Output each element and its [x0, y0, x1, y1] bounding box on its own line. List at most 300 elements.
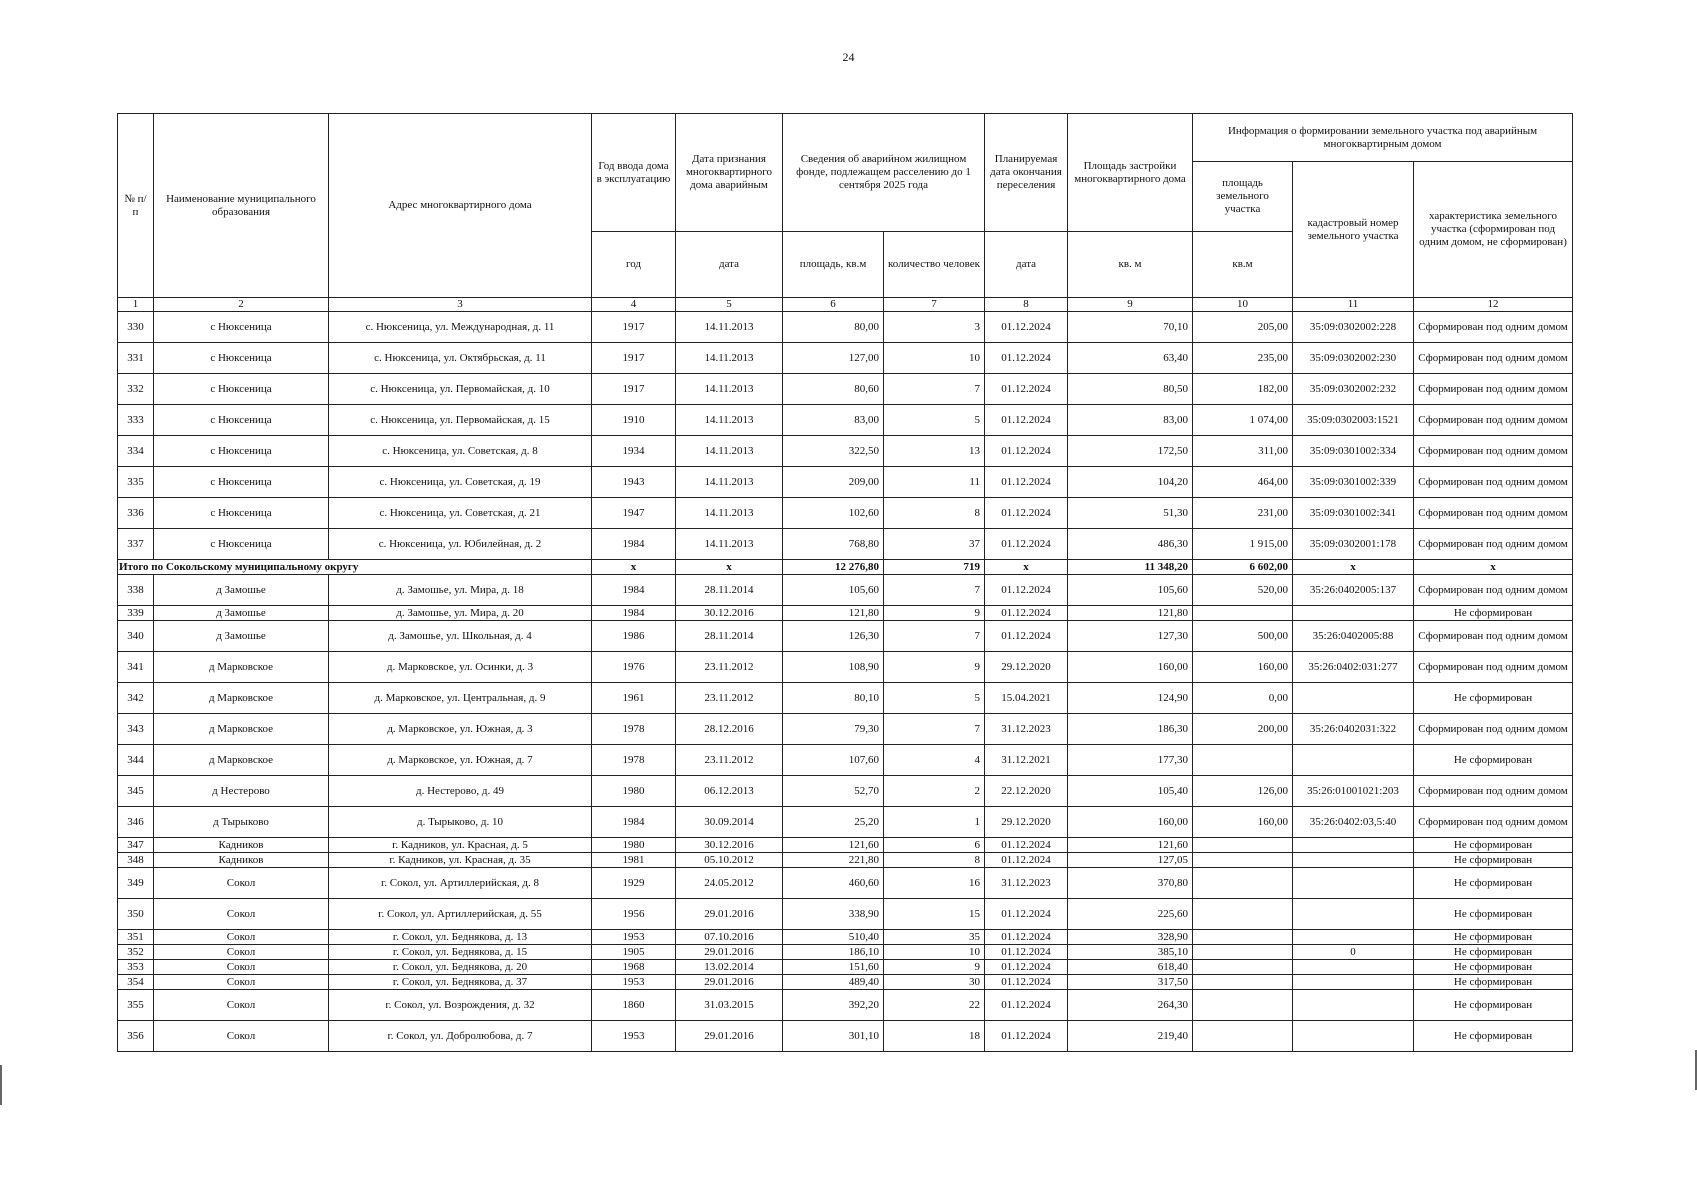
cell-row-number: 344 — [118, 745, 154, 776]
cell-year-built: 1984 — [592, 606, 676, 621]
cell-address: с. Нюксеница, ул. Первомайская, д. 10 — [329, 374, 592, 405]
cell-building-area: 160,00 — [1068, 807, 1193, 838]
cell-cadastral-number — [1293, 683, 1414, 714]
cell-municipality: д Марковское — [154, 652, 329, 683]
cell-municipality: д Замошье — [154, 621, 329, 652]
cell-people-count: 7 — [884, 575, 985, 606]
cell-cadastral-number: 35:26:0402031:322 — [1293, 714, 1414, 745]
cell-planned-date: 01.12.2024 — [985, 960, 1068, 975]
col-number: 10 — [1193, 298, 1293, 312]
cell-cadastral-number — [1293, 868, 1414, 899]
col-number: 11 — [1293, 298, 1414, 312]
table-row — [118, 575, 1573, 606]
table-row — [118, 467, 1573, 498]
cell-land-characteristic: Сформирован под одним домом — [1414, 498, 1573, 529]
cell-municipality: Кадников — [154, 853, 329, 868]
cell-people-count: 5 — [884, 683, 985, 714]
cell-recognition-date: 14.11.2013 — [676, 312, 783, 343]
cell-year-built: 1978 — [592, 745, 676, 776]
cell-address: г. Сокол, ул. Возрождения, д. 32 — [329, 990, 592, 1021]
cell-building-area: 51,30 — [1068, 498, 1193, 529]
cell-emergency-area: 322,50 — [783, 436, 884, 467]
cell-row-number: 349 — [118, 868, 154, 899]
cell-recognition-date: 14.11.2013 — [676, 467, 783, 498]
cell-address: г. Сокол, ул. Беднякова, д. 13 — [329, 930, 592, 945]
cell-row-number: 343 — [118, 714, 154, 745]
cell-cadastral-number — [1293, 838, 1414, 853]
cell-emergency-area: 768,80 — [783, 529, 884, 560]
unit-sqm: кв. м — [1068, 232, 1193, 298]
cell-planned-date: 15.04.2021 — [985, 683, 1068, 714]
cell-building-area: 172,50 — [1068, 436, 1193, 467]
table-row — [118, 838, 1573, 853]
cell-address: д. Марковское, ул. Центральная, д. 9 — [329, 683, 592, 714]
cell-emergency-area: 83,00 — [783, 405, 884, 436]
cell-cadastral-number: 35:09:0302002:228 — [1293, 312, 1414, 343]
cell-planned-date: 01.12.2024 — [985, 343, 1068, 374]
cell-municipality: с Нюксеница — [154, 467, 329, 498]
cell-year-built: 1986 — [592, 621, 676, 652]
cell-recognition-date: 23.11.2012 — [676, 652, 783, 683]
cell-planned-date: 01.12.2024 — [985, 498, 1068, 529]
cell-planned-date: 31.12.2021 — [985, 745, 1068, 776]
cell-land-characteristic: Не сформирован — [1414, 930, 1573, 945]
unit-sqm2: кв.м — [1193, 232, 1293, 298]
cell-land-characteristic: Не сформирован — [1414, 945, 1573, 960]
cell-land-characteristic: Сформирован под одним домом — [1414, 807, 1573, 838]
cell-land-area — [1193, 1021, 1293, 1052]
cell-planned-date: 01.12.2024 — [985, 374, 1068, 405]
cell-emergency-area: 52,70 — [783, 776, 884, 807]
cell-emergency-area: 108,90 — [783, 652, 884, 683]
subtotal-section — [118, 560, 1573, 575]
cell-address: с. Нюксеница, ул. Юбилейная, д. 2 — [329, 529, 592, 560]
cell-row-number: 348 — [118, 853, 154, 868]
cell-municipality: с Нюксеница — [154, 498, 329, 529]
cell-year-built: 1947 — [592, 498, 676, 529]
table-row — [118, 312, 1573, 343]
cell-recognition-date: 24.05.2012 — [676, 868, 783, 899]
cell-municipality: с Нюксеница — [154, 436, 329, 467]
table-row — [118, 529, 1573, 560]
cell-row-number: 353 — [118, 960, 154, 975]
cell-recognition-date: 23.11.2012 — [676, 683, 783, 714]
cell-planned-date: 31.12.2023 — [985, 714, 1068, 745]
unit-date2: дата — [985, 232, 1068, 298]
cell-land-characteristic: Не сформирован — [1414, 960, 1573, 975]
cell-land-area — [1193, 606, 1293, 621]
table-row — [118, 899, 1573, 930]
table-row — [118, 853, 1573, 868]
cell-planned-date: 29.12.2020 — [985, 652, 1068, 683]
cell-row-number: 330 — [118, 312, 154, 343]
cell-row-number: 338 — [118, 575, 154, 606]
cell-emergency-area: 80,10 — [783, 683, 884, 714]
cell-building-area: 177,30 — [1068, 745, 1193, 776]
cell-year-built: 1929 — [592, 868, 676, 899]
cell-land-characteristic: Сформирован под одним домом — [1414, 374, 1573, 405]
col-number: 8 — [985, 298, 1068, 312]
cell-row-number: 342 — [118, 683, 154, 714]
subtotal-date: x — [676, 560, 783, 575]
cell-land-area: 464,00 — [1193, 467, 1293, 498]
cell-emergency-area: 186,10 — [783, 945, 884, 960]
table-row — [118, 498, 1573, 529]
cell-planned-date: 01.12.2024 — [985, 853, 1068, 868]
cell-building-area: 317,50 — [1068, 975, 1193, 990]
table-row — [118, 868, 1573, 899]
cell-municipality: с Нюксеница — [154, 405, 329, 436]
cell-municipality: с Нюксеница — [154, 374, 329, 405]
cell-row-number: 331 — [118, 343, 154, 374]
cell-land-area — [1193, 899, 1293, 930]
cell-year-built: 1917 — [592, 312, 676, 343]
table-row — [118, 652, 1573, 683]
cell-emergency-area: 489,40 — [783, 975, 884, 990]
cell-land-characteristic: Не сформирован — [1414, 838, 1573, 853]
cell-year-built: 1984 — [592, 807, 676, 838]
cell-row-number: 352 — [118, 945, 154, 960]
cell-row-number: 354 — [118, 975, 154, 990]
table-row — [118, 807, 1573, 838]
cell-emergency-area: 80,00 — [783, 312, 884, 343]
header-planned-date: Планируемая дата окончания переселения — [985, 114, 1068, 232]
cell-recognition-date: 31.03.2015 — [676, 990, 783, 1021]
cell-land-characteristic: Не сформирован — [1414, 1021, 1573, 1052]
cell-emergency-area: 121,80 — [783, 606, 884, 621]
cell-cadastral-number — [1293, 930, 1414, 945]
cell-land-area — [1193, 838, 1293, 853]
cell-row-number: 340 — [118, 621, 154, 652]
cell-building-area: 486,30 — [1068, 529, 1193, 560]
cell-people-count: 16 — [884, 868, 985, 899]
cell-planned-date: 01.12.2024 — [985, 405, 1068, 436]
cell-recognition-date: 14.11.2013 — [676, 498, 783, 529]
table-row — [118, 683, 1573, 714]
header-cadastral: кадастровый номер земельного участка — [1293, 162, 1414, 298]
cell-planned-date: 01.12.2024 — [985, 467, 1068, 498]
cell-address: д. Марковское, ул. Южная, д. 7 — [329, 745, 592, 776]
unit-year: год — [592, 232, 676, 298]
header-building-area: Площадь застройки многоквартирного дома — [1068, 114, 1193, 232]
cell-building-area: 63,40 — [1068, 343, 1193, 374]
cell-municipality: Сокол — [154, 960, 329, 975]
subtotal-characteristic: x — [1414, 560, 1573, 575]
subtotal-cadastral: x — [1293, 560, 1414, 575]
cell-recognition-date: 06.12.2013 — [676, 776, 783, 807]
header-emergency-fund: Сведения об аварийном жилищном фонде, подлежащем расселению до 1 сентября 2025 года — [783, 114, 985, 232]
cell-cadastral-number: 35:09:0301002:341 — [1293, 498, 1414, 529]
cell-people-count: 3 — [884, 312, 985, 343]
table-row — [118, 436, 1573, 467]
col-number: 3 — [329, 298, 592, 312]
cell-building-area: 385,10 — [1068, 945, 1193, 960]
table-row — [118, 1021, 1573, 1052]
cell-planned-date: 01.12.2024 — [985, 575, 1068, 606]
cell-recognition-date: 29.01.2016 — [676, 899, 783, 930]
cell-land-area: 311,00 — [1193, 436, 1293, 467]
cell-land-characteristic: Сформирован под одним домом — [1414, 575, 1573, 606]
cell-cadastral-number — [1293, 960, 1414, 975]
cell-people-count: 1 — [884, 807, 985, 838]
cell-cadastral-number — [1293, 899, 1414, 930]
cell-address: д. Марковское, ул. Осинки, д. 3 — [329, 652, 592, 683]
cell-row-number: 345 — [118, 776, 154, 807]
cell-row-number: 355 — [118, 990, 154, 1021]
table-row — [118, 930, 1573, 945]
col-number: 1 — [118, 298, 154, 312]
cell-row-number: 334 — [118, 436, 154, 467]
cell-address: с. Нюксеница, ул. Советская, д. 19 — [329, 467, 592, 498]
cell-land-area: 182,00 — [1193, 374, 1293, 405]
cell-address: д. Замошье, ул. Школьная, д. 4 — [329, 621, 592, 652]
cell-building-area: 264,30 — [1068, 990, 1193, 1021]
cell-cadastral-number — [1293, 853, 1414, 868]
cell-address: с. Нюксеница, ул. Октябрьская, д. 11 — [329, 343, 592, 374]
cell-row-number: 332 — [118, 374, 154, 405]
cell-planned-date: 01.12.2024 — [985, 838, 1068, 853]
cell-cadastral-number: 35:26:01001021:203 — [1293, 776, 1414, 807]
cell-people-count: 9 — [884, 606, 985, 621]
cell-people-count: 37 — [884, 529, 985, 560]
cell-land-area — [1193, 868, 1293, 899]
cell-planned-date: 01.12.2024 — [985, 990, 1068, 1021]
cell-cadastral-number: 0 — [1293, 945, 1414, 960]
cell-land-characteristic: Не сформирован — [1414, 853, 1573, 868]
cell-planned-date: 01.12.2024 — [985, 621, 1068, 652]
table-row — [118, 714, 1573, 745]
cell-building-area: 127,30 — [1068, 621, 1193, 652]
cell-cadastral-number: 35:09:0302003:1521 — [1293, 405, 1414, 436]
table-row — [118, 621, 1573, 652]
cell-land-area: 1 915,00 — [1193, 529, 1293, 560]
cell-people-count: 11 — [884, 467, 985, 498]
cell-land-area — [1193, 745, 1293, 776]
cell-year-built: 1968 — [592, 960, 676, 975]
cell-address: с. Нюксеница, ул. Советская, д. 8 — [329, 436, 592, 467]
cell-address: г. Кадников, ул. Красная, д. 5 — [329, 838, 592, 853]
cell-emergency-area: 25,20 — [783, 807, 884, 838]
header-land-info: Информация о формировании земельного участка под аварийным многоквартирным домом — [1193, 114, 1573, 162]
cell-emergency-area: 209,00 — [783, 467, 884, 498]
cell-municipality: Сокол — [154, 868, 329, 899]
cell-building-area: 127,05 — [1068, 853, 1193, 868]
cell-row-number: 351 — [118, 930, 154, 945]
header-land-area: площадь земельного участка — [1193, 162, 1293, 232]
cell-year-built: 1961 — [592, 683, 676, 714]
cell-cadastral-number — [1293, 1021, 1414, 1052]
cell-land-area: 0,00 — [1193, 683, 1293, 714]
cell-planned-date: 01.12.2024 — [985, 930, 1068, 945]
cell-cadastral-number: 35:09:0302002:232 — [1293, 374, 1414, 405]
cell-municipality: с Нюксеница — [154, 343, 329, 374]
cell-people-count: 8 — [884, 853, 985, 868]
cell-emergency-area: 126,30 — [783, 621, 884, 652]
table-row — [118, 606, 1573, 621]
cell-row-number: 347 — [118, 838, 154, 853]
cell-land-characteristic: Не сформирован — [1414, 606, 1573, 621]
cell-municipality: Кадников — [154, 838, 329, 853]
cell-land-characteristic: Не сформирован — [1414, 975, 1573, 990]
cell-address: г. Сокол, ул. Беднякова, д. 37 — [329, 975, 592, 990]
table-row — [118, 374, 1573, 405]
col-number: 9 — [1068, 298, 1193, 312]
col-number: 5 — [676, 298, 783, 312]
cell-land-characteristic: Сформирован под одним домом — [1414, 312, 1573, 343]
cell-land-area — [1193, 960, 1293, 975]
cell-land-area: 200,00 — [1193, 714, 1293, 745]
cell-planned-date: 01.12.2024 — [985, 1021, 1068, 1052]
cell-land-characteristic: Сформирован под одним домом — [1414, 436, 1573, 467]
cell-land-area: 235,00 — [1193, 343, 1293, 374]
cell-land-area — [1193, 930, 1293, 945]
cell-row-number: 350 — [118, 899, 154, 930]
cell-land-characteristic: Не сформирован — [1414, 990, 1573, 1021]
table-row — [118, 960, 1573, 975]
subtotal-label: Итого по Сокольскому муниципальному округу — [118, 560, 592, 575]
cell-recognition-date: 14.11.2013 — [676, 529, 783, 560]
cell-recognition-date: 07.10.2016 — [676, 930, 783, 945]
cell-year-built: 1953 — [592, 930, 676, 945]
cell-year-built: 1905 — [592, 945, 676, 960]
cell-cadastral-number: 35:26:0402:03,5:40 — [1293, 807, 1414, 838]
cell-land-area — [1193, 975, 1293, 990]
cell-people-count: 6 — [884, 838, 985, 853]
header-recognition-date: Дата признания многоквартирного дома аварийным — [676, 114, 783, 232]
cell-municipality: Сокол — [154, 945, 329, 960]
cell-municipality: с Нюксеница — [154, 312, 329, 343]
cell-emergency-area: 127,00 — [783, 343, 884, 374]
cell-recognition-date: 29.01.2016 — [676, 975, 783, 990]
cell-row-number: 339 — [118, 606, 154, 621]
cell-people-count: 22 — [884, 990, 985, 1021]
table-row — [118, 343, 1573, 374]
subtotal-land: 6 602,00 — [1193, 560, 1293, 575]
table-row — [118, 990, 1573, 1021]
cell-address: г. Сокол, ул. Беднякова, д. 20 — [329, 960, 592, 975]
cell-emergency-area: 221,80 — [783, 853, 884, 868]
cell-people-count: 9 — [884, 652, 985, 683]
cell-land-characteristic: Сформирован под одним домом — [1414, 652, 1573, 683]
cell-cadastral-number: 35:09:0302001:178 — [1293, 529, 1414, 560]
cell-cadastral-number: 35:26:0402005:137 — [1293, 575, 1414, 606]
cell-year-built: 1978 — [592, 714, 676, 745]
cell-building-area: 186,30 — [1068, 714, 1193, 745]
unit-date: дата — [676, 232, 783, 298]
cell-building-area: 225,60 — [1068, 899, 1193, 930]
cell-municipality: д Тырыково — [154, 807, 329, 838]
cell-address: д. Замошье, ул. Мира, д. 20 — [329, 606, 592, 621]
cell-row-number: 333 — [118, 405, 154, 436]
cell-cadastral-number: 35:09:0301002:334 — [1293, 436, 1414, 467]
cell-planned-date: 29.12.2020 — [985, 807, 1068, 838]
cell-municipality: Сокол — [154, 990, 329, 1021]
unit-people: количество человек — [884, 232, 985, 298]
cell-row-number: 335 — [118, 467, 154, 498]
cell-land-area: 1 074,00 — [1193, 405, 1293, 436]
col-number: 7 — [884, 298, 985, 312]
column-numbering-row — [118, 298, 1573, 312]
cell-emergency-area: 338,90 — [783, 899, 884, 930]
cell-year-built: 1917 — [592, 374, 676, 405]
cell-address: г. Кадников, ул. Красная, д. 35 — [329, 853, 592, 868]
unit-area: площадь, кв.м — [783, 232, 884, 298]
header-address: Адрес многоквартирного дома — [329, 114, 592, 298]
page-number: 24 — [842, 50, 855, 64]
subtotal-plan: x — [985, 560, 1068, 575]
cell-planned-date: 01.12.2024 — [985, 606, 1068, 621]
cell-address: с. Нюксеница, ул. Советская, д. 21 — [329, 498, 592, 529]
cell-row-number: 341 — [118, 652, 154, 683]
cell-building-area: 83,00 — [1068, 405, 1193, 436]
cell-planned-date: 31.12.2023 — [985, 868, 1068, 899]
cell-cadastral-number: 35:09:0302002:230 — [1293, 343, 1414, 374]
table-row — [118, 975, 1573, 990]
cell-year-built: 1984 — [592, 529, 676, 560]
cell-land-characteristic: Сформирован под одним домом — [1414, 405, 1573, 436]
cell-building-area: 618,40 — [1068, 960, 1193, 975]
cell-emergency-area: 121,60 — [783, 838, 884, 853]
cell-building-area: 80,50 — [1068, 374, 1193, 405]
header-num: № п/п — [118, 114, 154, 298]
cell-land-area: 160,00 — [1193, 652, 1293, 683]
cell-emergency-area: 79,30 — [783, 714, 884, 745]
cell-planned-date: 22.12.2020 — [985, 776, 1068, 807]
col-number: 2 — [154, 298, 329, 312]
cell-recognition-date: 29.01.2016 — [676, 945, 783, 960]
cell-emergency-area: 392,20 — [783, 990, 884, 1021]
cell-building-area: 121,60 — [1068, 838, 1193, 853]
cell-land-characteristic: Не сформирован — [1414, 899, 1573, 930]
cell-people-count: 10 — [884, 343, 985, 374]
cell-recognition-date: 14.11.2013 — [676, 374, 783, 405]
cell-planned-date: 01.12.2024 — [985, 312, 1068, 343]
cell-address: д. Марковское, ул. Южная, д. 3 — [329, 714, 592, 745]
cell-people-count: 2 — [884, 776, 985, 807]
cell-municipality: Сокол — [154, 899, 329, 930]
cell-people-count: 5 — [884, 405, 985, 436]
cell-building-area: 104,20 — [1068, 467, 1193, 498]
cell-cadastral-number: 35:26:0402005:88 — [1293, 621, 1414, 652]
cell-people-count: 7 — [884, 714, 985, 745]
cell-people-count: 15 — [884, 899, 985, 930]
cell-year-built: 1976 — [592, 652, 676, 683]
cell-year-built: 1980 — [592, 838, 676, 853]
cell-cadastral-number: 35:09:0301002:339 — [1293, 467, 1414, 498]
col-number: 4 — [592, 298, 676, 312]
cell-building-area: 124,90 — [1068, 683, 1193, 714]
cell-municipality: д Нестерово — [154, 776, 329, 807]
cell-municipality: д Марковское — [154, 714, 329, 745]
cell-address: г. Сокол, ул. Артиллерийская, д. 8 — [329, 868, 592, 899]
table-row — [118, 945, 1573, 960]
cell-year-built: 1943 — [592, 467, 676, 498]
cell-recognition-date: 28.11.2014 — [676, 575, 783, 606]
cell-land-characteristic: Не сформирован — [1414, 745, 1573, 776]
cell-year-built: 1981 — [592, 853, 676, 868]
cell-land-characteristic: Не сформирован — [1414, 868, 1573, 899]
cell-land-characteristic: Сформирован под одним домом — [1414, 621, 1573, 652]
header-characteristic: характеристика земельного участка (сформирован под одним домом, не сформирован) — [1414, 162, 1573, 298]
cell-municipality: д Марковское — [154, 683, 329, 714]
subtotal-year: x — [592, 560, 676, 575]
cell-municipality: д Замошье — [154, 575, 329, 606]
cell-cadastral-number — [1293, 745, 1414, 776]
cell-land-characteristic: Сформирован под одним домом — [1414, 467, 1573, 498]
table-body-section-a — [118, 312, 1573, 560]
cell-row-number: 346 — [118, 807, 154, 838]
subtotal-built: 11 348,20 — [1068, 560, 1193, 575]
